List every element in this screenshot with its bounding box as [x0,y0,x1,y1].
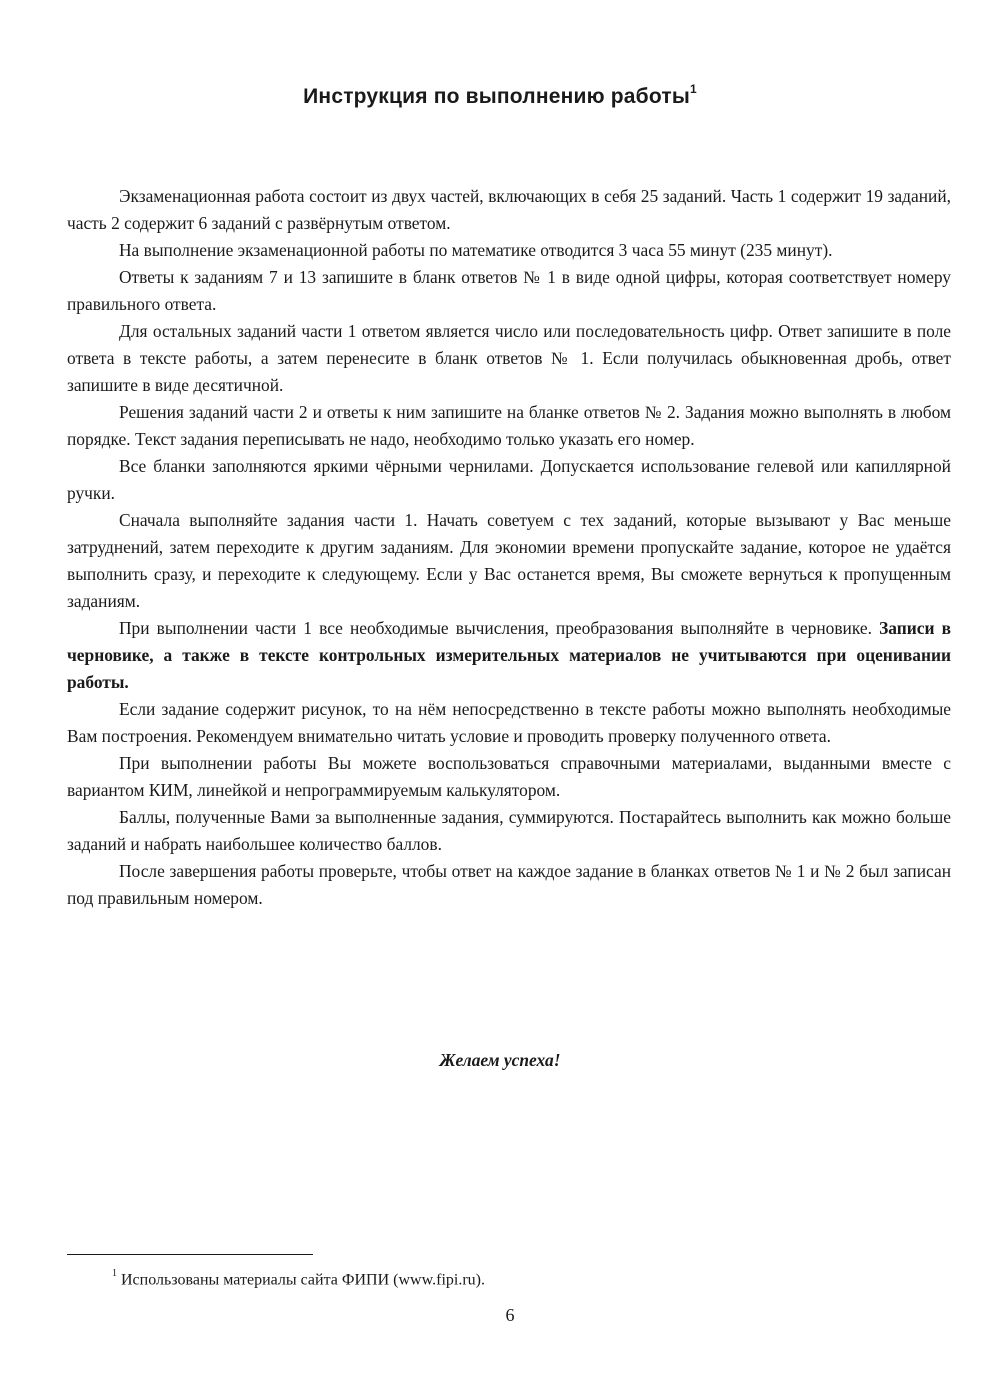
footnote-divider [67,1254,313,1255]
draft-paragraph-normal: При выполнении части 1 все необходимые вычисления, преобразования выполняйте в черновике. [119,618,880,638]
title-text: Инструкция по выполнению работы [303,85,690,108]
paragraph-10: При выполнении работы Вы можете воспользоваться справочными материалами, выданными вместе с вариантом КИМ, линейкой и непрограммируемым калькулятором. [67,753,951,800]
title-footnote-mark: 1 [689,82,697,96]
page-number: 6 [505,1305,515,1325]
draft-paragraph-bold: Записи в черновике, а также в тексте контрольных измерительных материалов не учитываются при оценивании работы. [67,618,951,692]
paragraph-1: Экзаменационная работа состоит из двух частей, включающих в себя 25 заданий. Часть 1 содержит 19 заданий, часть 2 содержит 6 заданий с развёрнутым ответом. [67,186,951,233]
paragraph-8 [67,615,951,696]
footnote [112,1270,485,1289]
paragraph-4: Для остальных заданий части 1 ответом является число или последовательность цифр. Ответ запишите в поле ответа в тексте работы, а затем перенесите в бланк ответов № 1. Если получилась обыкновенная дробь, ответ запишите в виде десятичной. [67,321,951,395]
paragraph-12: После завершения работы проверьте, чтобы ответ на каждое задание в бланках ответов № 1 и № 2 был записан под правильным номером. [67,861,951,908]
instructions-body [67,183,951,912]
paragraph-11: Баллы, полученные Вами за выполненные задания, суммируются. Постарайтесь выполнить как можно больше заданий и набрать наибольшее количество баллов. [67,807,951,854]
closing-wish: Желаем успеха! [439,1050,561,1070]
page-title [0,84,1000,109]
paragraph-2: На выполнение экзаменационной работы по математике отводится 3 часа 55 минут (235 минут). [119,240,833,260]
paragraph-9: Если задание содержит рисунок, то на нём непосредственно в тексте работы можно выполнять необходимые Вам построения. Рекомендуем внимательно читать условие и проводить проверку полученного ответа. [67,699,951,746]
paragraph-6: Все бланки заполняются яркими чёрными чернилами. Допускается использование гелевой или капиллярной ручки. [67,456,951,503]
footnote-text: Использованы материалы сайта ФИПИ (www.fipi.ru). [121,1271,485,1289]
paragraph-3: Ответы к заданиям 7 и 13 запишите в бланк ответов № 1 в виде одной цифры, которая соответствует номеру правильного ответа. [67,267,951,314]
footnote-mark: 1 [112,1268,117,1279]
paragraph-7: Сначала выполняйте задания части 1. Начать советуем с тех заданий, которые вызывают у Вас меньше затруднений, затем переходите к другим заданиям. Для экономии времени пропускайте задание, которое не удаётся выполнить сразу, и переходите к следующему. Если у Вас останется время, Вы сможете вернуться к пропущенным заданиям. [67,510,951,611]
paragraph-5: Решения заданий части 2 и ответы к ним запишите на бланке ответов № 2. Задания можно выполнять в любом порядке. Текст задания переписывать не надо, необходимо только указать его номер. [67,402,951,449]
